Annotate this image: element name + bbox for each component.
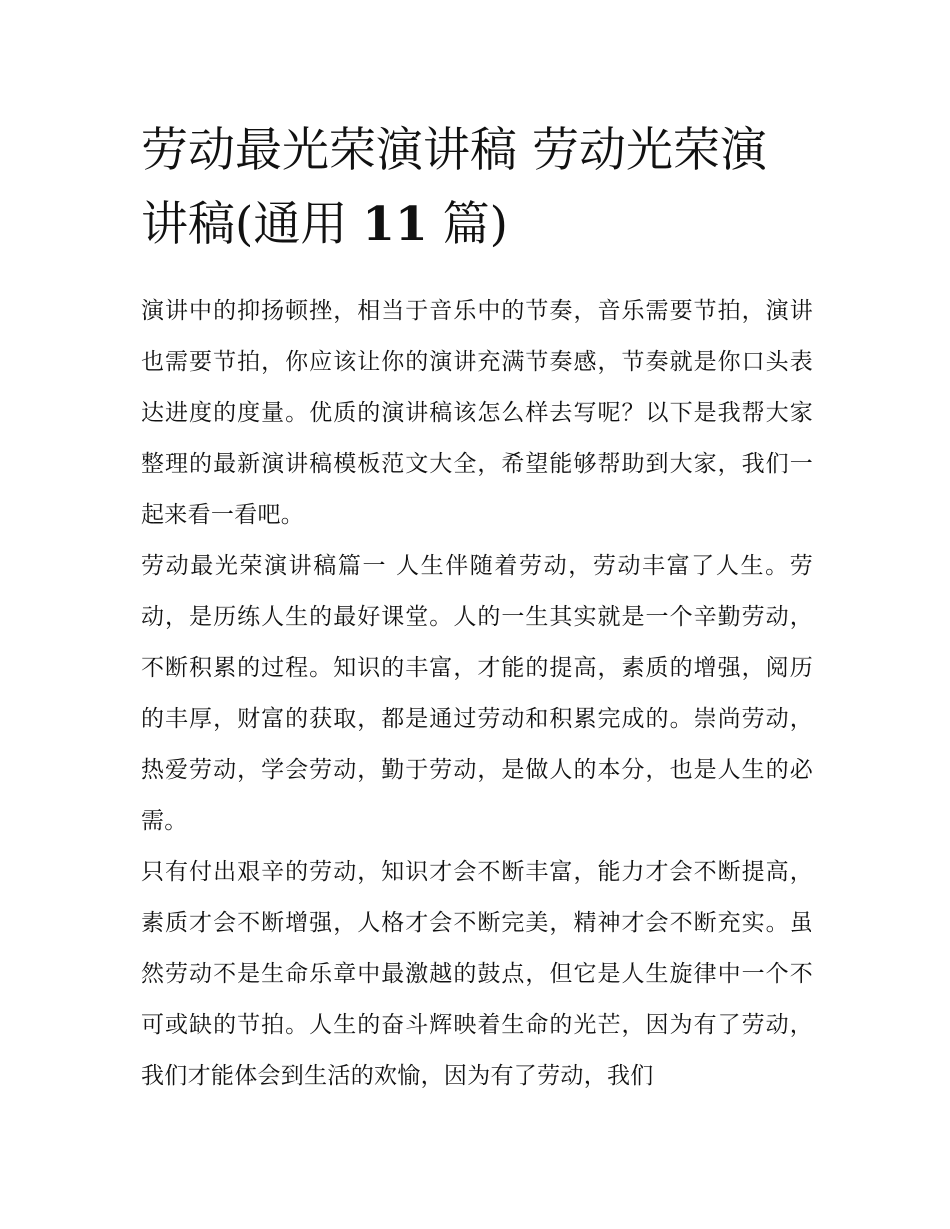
document-title [141,114,813,262]
document-content [141,114,813,1102]
title-text-part2: 篇) [427,197,508,252]
paragraph-section-one: 劳动最光荣演讲稿篇一 人生伴随着劳动，劳动丰富了人生。劳动，是历练人生的最好课堂。人的一生其实就是一个辛勤劳动，不断积累的过程。知识的丰富，才能的提高，素质的增强，阅历的丰厚，财富的获取，都是通过劳动和积累完成的。崇尚劳动，热爱劳动，学会劳动，勤于劳动，是做人的本分，也是人生的必需。 [141,553,813,834]
document-body [141,286,813,1102]
title-text-part1: 劳动最光荣演讲稿 劳动光荣演讲稿(通用 [141,123,767,252]
title-number: 11 [362,197,428,252]
paragraph-intro: 演讲中的抑扬顿挫，相当于音乐中的节奏，音乐需要节拍，演讲也需要节拍，你应该让你的演讲充满节奏感，节奏就是你口头表达进度的度量。优质的演讲稿该怎么样去写呢？以下是我帮大家整理的最新演讲稿模板范文大全，希望能够帮助到大家，我们一起来看一看吧。 [141,298,813,528]
paragraph-continued: 只有付出艰辛的劳动，知识才会不断丰富，能力才会不断提高，素质才会不断增强，人格才会不断完美，精神才会不断充实。虽然劳动不是生命乐章中最激越的鼓点，但它是人生旋律中一个不可或缺的节拍。人生的奋斗辉映着生命的光芒，因为有了劳动，我们才能体会到生活的欢愉，因为有了劳动，我们 [141,859,813,1089]
